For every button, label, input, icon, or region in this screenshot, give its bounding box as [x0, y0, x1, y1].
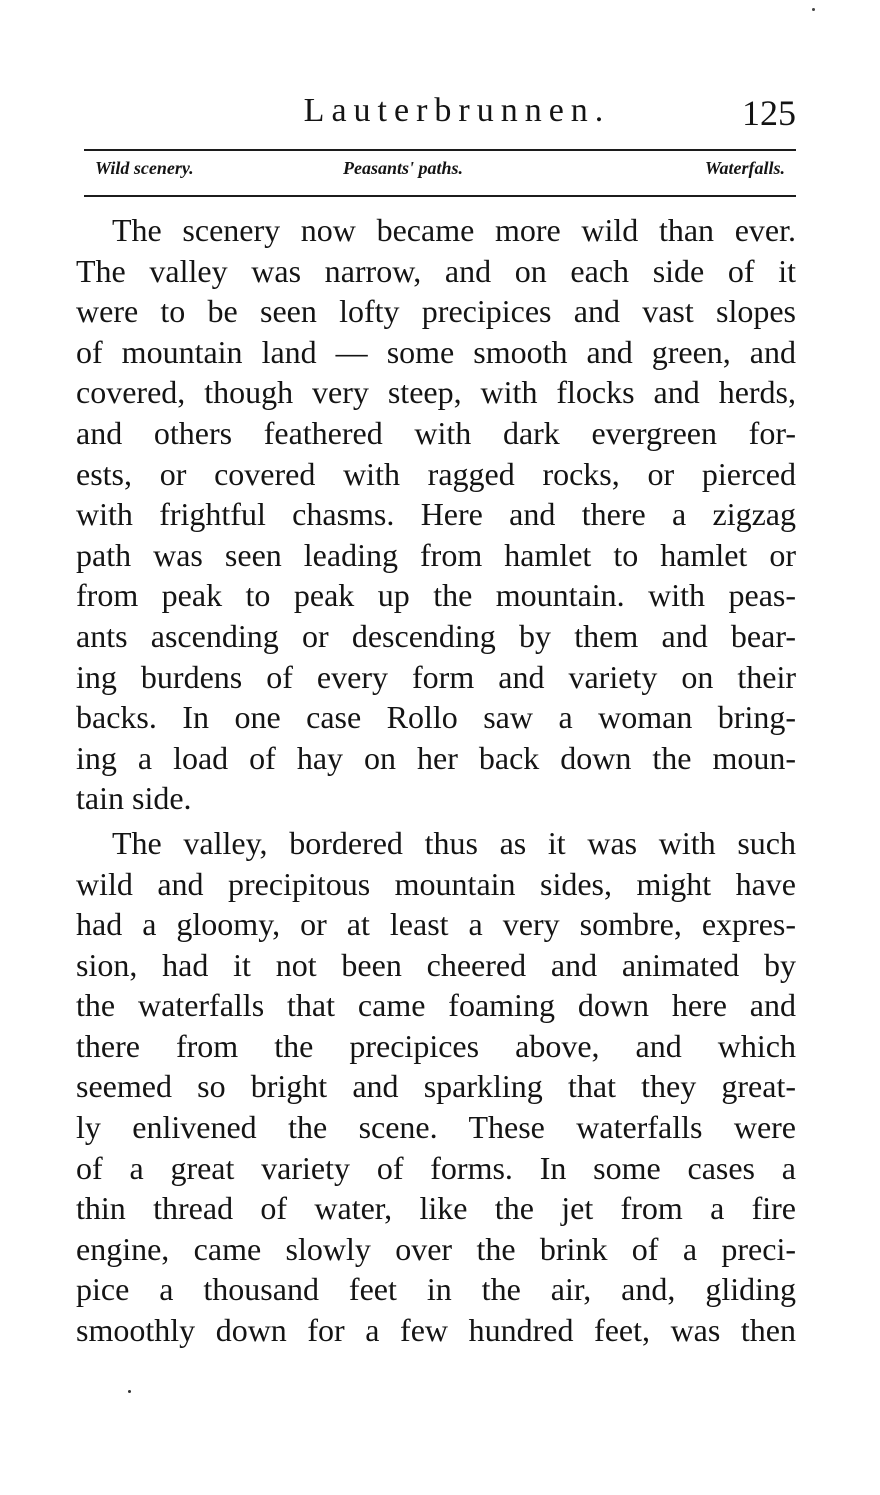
running-title: Lauterbrunnen. — [303, 92, 611, 129]
header-rule-bottom — [84, 195, 796, 197]
paragraph-2 — [76, 823, 796, 1351]
text-line: wild and precipitous mountain sides, might have — [76, 865, 796, 902]
text-line: ly enlivened the scene. These waterfalls were — [76, 1109, 796, 1146]
header-rule-top — [84, 149, 796, 151]
text-line: backs. In one case Rollo saw a woman bring- — [76, 699, 796, 736]
text-line: with frightful chasms. Here and there a zigzag — [76, 496, 796, 533]
text-line: sion, had it not been cheered and animated by — [76, 946, 796, 983]
text-line: were to be seen lofty precipices and vast slopes — [76, 293, 796, 330]
sidenote-left: Wild scenery. — [95, 158, 194, 178]
text-line: of mountain land — some smooth and green, and — [76, 333, 796, 370]
paragraph-1 — [76, 210, 796, 819]
text-line: from peak to peak up the mountain. with peas- — [76, 577, 796, 614]
text-line: tain side. — [76, 780, 192, 817]
text-line: pice a thousand feet in the air, and, gliding — [76, 1271, 796, 1308]
text-line: of a great variety of forms. In some cases a — [76, 1149, 796, 1186]
text-line: ants ascending or descending by them and bear- — [76, 617, 796, 654]
running-head — [78, 92, 796, 136]
text-line: seemed so bright and sparkling that they great- — [76, 1068, 796, 1105]
text-line: and others feathered with dark evergreen for- — [76, 414, 796, 451]
text-line: The scenery now became more wild than ever. — [112, 212, 796, 248]
page-number: 125 — [742, 93, 796, 133]
text-line: ests, or covered with ragged rocks, or pierced — [76, 455, 796, 492]
sidenote-bar — [95, 158, 785, 188]
ink-speck — [812, 8, 815, 11]
text-line: The valley, bordered thus as it was with such — [112, 824, 796, 861]
text-line: had a gloomy, or at least a very sombre, expres- — [76, 906, 796, 943]
text-line: engine, came slowly over the brink of a preci- — [76, 1230, 796, 1267]
text-line: smoothly down for a few hundred feet, was then — [76, 1312, 796, 1349]
text-line: ing burdens of every form and variety on their — [76, 658, 796, 695]
ink-speck — [128, 1390, 131, 1393]
text-line: ing a load of hay on her back down the moun- — [76, 739, 796, 776]
sidenote-center: Peasants' paths. — [343, 158, 464, 178]
text-line: thin thread of water, like the jet from a fire — [76, 1190, 796, 1227]
sidenote-right: Waterfalls. — [704, 158, 785, 178]
text-line: path was seen leading from hamlet to hamlet or — [76, 536, 796, 573]
text-line: covered, though very steep, with flocks and herds, — [76, 374, 796, 411]
text-line: The valley was narrow, and on each side of it — [76, 252, 796, 289]
text-line: the waterfalls that came foaming down here and — [76, 987, 796, 1024]
body-text — [76, 210, 796, 1351]
text-line: there from the precipices above, and which — [76, 1027, 796, 1064]
